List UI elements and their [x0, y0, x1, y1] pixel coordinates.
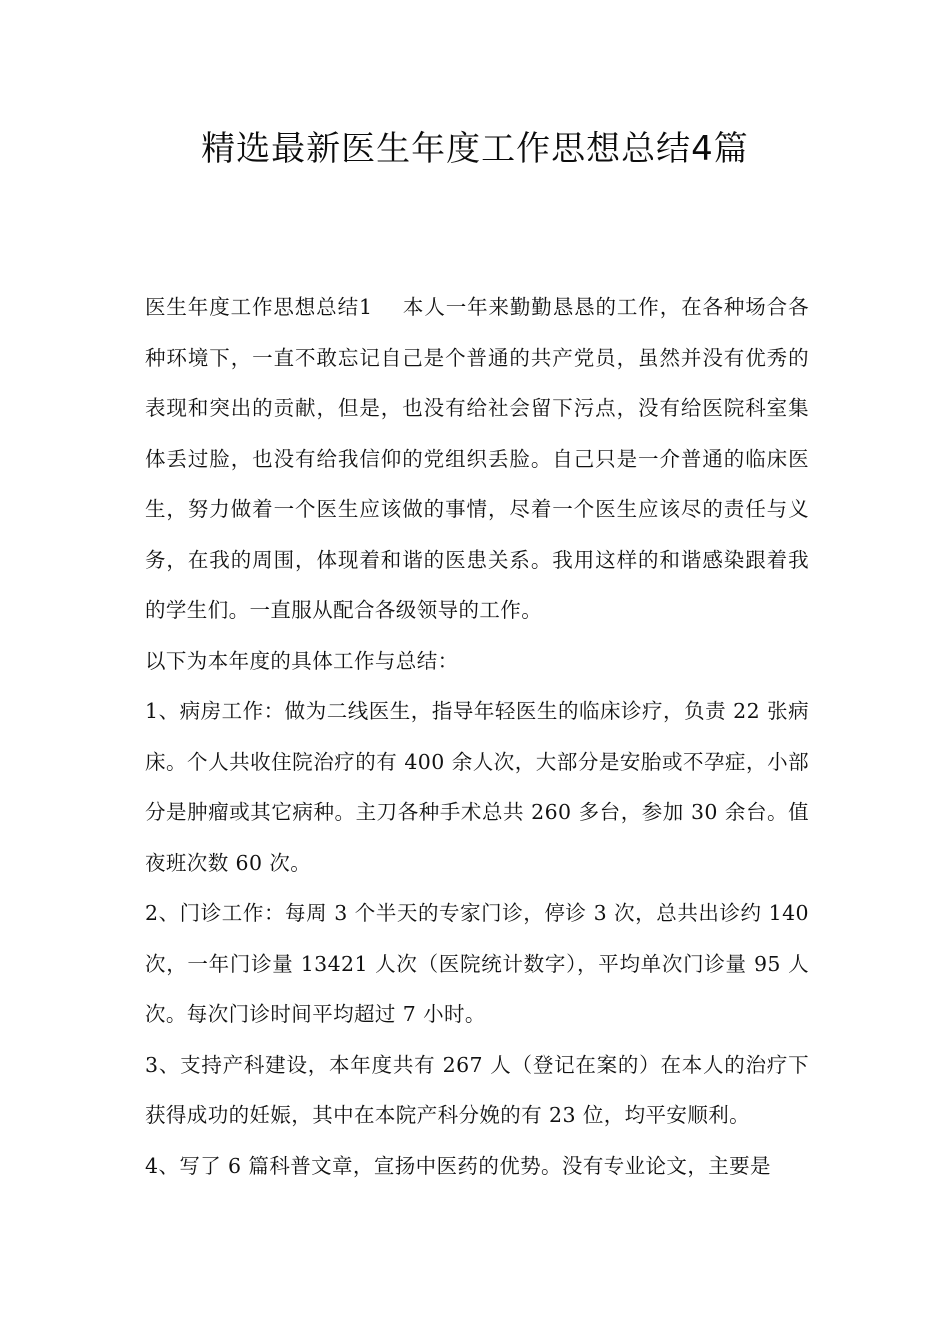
section-heading: 医生年度工作思想总结1: [145, 295, 373, 319]
paragraph-summary-lead: 以下为本年度的具体工作与总结：: [145, 648, 459, 673]
document-title: 精选最新医生年度工作思想总结4篇: [201, 129, 749, 169]
paragraph-text: 本人一年来勤勤恳恳的工作，在各种场合各种环境下，一直不敢忘记自己是个普通的共产党员，虽然并没有优秀的表现和突出的贡献，但是，也没有给社会留下污点，没有给医院科室集体丢过脸，也没有给我信仰的党组织丢脸。自己只是一介普通的临床医生，努力做着一个医生应该做的事情，尽着一个医生应该尽的责任与义务，在我的周围，体现着和谐的医患关系。我用这样的和谐感染跟着我的学生们。一直服从配合各级领导的工作。: [145, 295, 809, 622]
paragraph-obstetrics: 3、支持产科建设，本年度共有 267 人（登记在案的）在本人的治疗下获得成功的妊娠，其中在本院产科分娩的有 23 位，均平安顺利。: [145, 1052, 809, 1127]
document-body: [145, 282, 809, 1191]
paragraph-clinic-work: 2、门诊工作：每周 3 个半天的专家门诊，停诊 3 次，总共出诊约 140 次，一年门诊量 13421 人次（医院统计数字），平均单次门诊量 95 人次。每次门诊时间平均超过 7 小时。: [145, 901, 809, 1026]
paragraph-ward-work: 1、病房工作：做为二线医生，指导年轻医生的临床诊疗，负责 22 张病床。个人共收住院治疗的有 400 余人次，大部分是安胎或不孕症，小部分是肿瘤或其它病种。主刀各种手术总共 260 多台，参加 30 余台。值夜班次数 60 次。: [145, 699, 809, 875]
paragraph-articles: 4、写了 6 篇科普文章，宣扬中医药的优势。没有专业论文，主要是: [145, 1153, 771, 1178]
paragraph-intro: [145, 282, 809, 636]
